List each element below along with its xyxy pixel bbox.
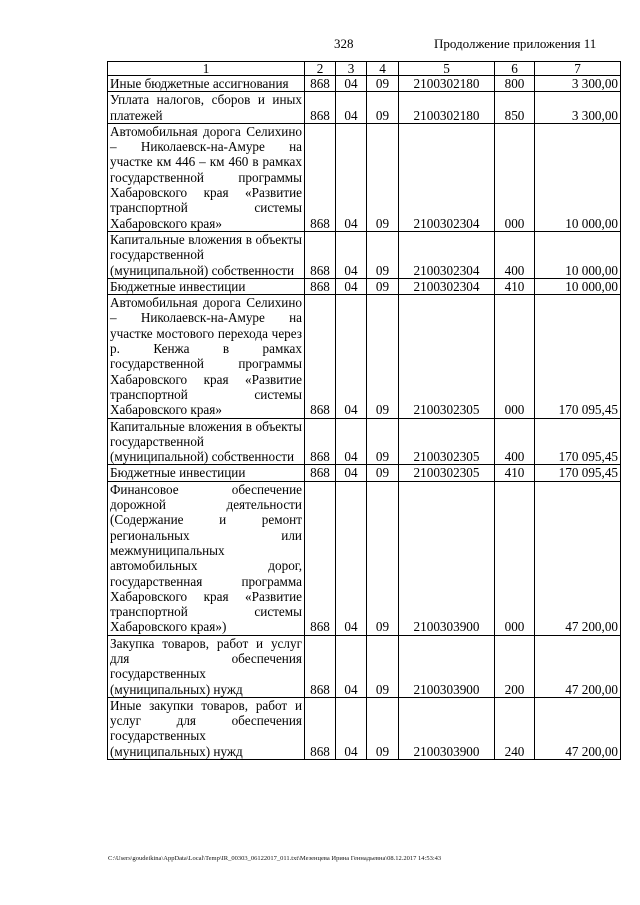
row-name-cell: Бюджетные инвестиции <box>108 278 305 294</box>
table-row <box>108 278 621 294</box>
section-cell: 04 <box>336 465 367 481</box>
subsection-cell: 09 <box>367 481 399 635</box>
header-cell: 2 <box>305 62 336 76</box>
admin-code-cell: 868 <box>305 92 336 124</box>
amount-cell: 170 095,45 <box>535 465 621 481</box>
admin-code-cell: 868 <box>305 278 336 294</box>
row-name-cell: Иные бюджетные ассигнования <box>108 76 305 92</box>
target-article-cell: 2100303900 <box>399 481 495 635</box>
amount-cell: 47 200,00 <box>535 697 621 759</box>
admin-code-cell: 868 <box>305 481 336 635</box>
row-name-cell: Капитальные вложения в объекты государственной (муниципальной) собственности <box>108 231 305 278</box>
target-article-cell: 2100302305 <box>399 295 495 418</box>
amount-cell: 3 300,00 <box>535 92 621 124</box>
row-name-cell: Финансовое обеспечение дорожной деятельности (Содержание и ремонт региональных или межмуниципальных автомобильных дорог, государственная программа Хабаровского края «Развитие транспортной системы Хабаровского края») <box>108 481 305 635</box>
amount-cell: 10 000,00 <box>535 123 621 231</box>
section-cell: 04 <box>336 231 367 278</box>
row-name-cell: Иные закупки товаров, работ и услуг для обеспечения государственных (муниципальных) нужд <box>108 697 305 759</box>
amount-cell: 47 200,00 <box>535 635 621 697</box>
subsection-cell: 09 <box>367 465 399 481</box>
section-cell: 04 <box>336 76 367 92</box>
row-name-cell: Автомобильная дорога Селихино – Николаевск-на-Амуре на участке мостового перехода через р. Кенжа в рамках государственной программы Хабаровского края «Развитие транспортной системы Хабаровского края» <box>108 295 305 418</box>
amount-cell: 10 000,00 <box>535 231 621 278</box>
expense-type-cell: 400 <box>495 231 535 278</box>
expense-type-cell: 000 <box>495 123 535 231</box>
budget-table <box>107 61 621 760</box>
target-article-cell: 2100303900 <box>399 697 495 759</box>
header-cell: 7 <box>535 62 621 76</box>
target-article-cell: 2100303900 <box>399 635 495 697</box>
table-row <box>108 465 621 481</box>
expense-type-cell: 000 <box>495 295 535 418</box>
amount-cell: 170 095,45 <box>535 418 621 465</box>
section-cell: 04 <box>336 278 367 294</box>
section-cell: 04 <box>336 418 367 465</box>
section-cell: 04 <box>336 92 367 124</box>
table-row <box>108 295 621 418</box>
expense-type-cell: 850 <box>495 92 535 124</box>
table-row <box>108 418 621 465</box>
table-row <box>108 123 621 231</box>
section-cell: 04 <box>336 635 367 697</box>
amount-cell: 10 000,00 <box>535 278 621 294</box>
row-name-cell: Закупка товаров, работ и услуг для обеспечения государственных (муниципальных) нужд <box>108 635 305 697</box>
table-row <box>108 92 621 124</box>
admin-code-cell: 868 <box>305 123 336 231</box>
table-row <box>108 231 621 278</box>
table-row <box>108 697 621 759</box>
table-header-row <box>108 62 621 76</box>
row-name-cell: Бюджетные инвестиции <box>108 465 305 481</box>
page-number: 328 <box>334 36 354 51</box>
expense-type-cell: 200 <box>495 635 535 697</box>
subsection-cell: 09 <box>367 76 399 92</box>
target-article-cell: 2100302304 <box>399 123 495 231</box>
row-name-cell: Уплата налогов, сборов и иных платежей <box>108 92 305 124</box>
target-article-cell: 2100302180 <box>399 76 495 92</box>
table-row <box>108 635 621 697</box>
header-cell: 1 <box>108 62 305 76</box>
continuation-title: Продолжение приложения 11 <box>434 36 597 51</box>
header-cell: 5 <box>399 62 495 76</box>
subsection-cell: 09 <box>367 92 399 124</box>
table-row <box>108 481 621 635</box>
table-row <box>108 76 621 92</box>
amount-cell: 47 200,00 <box>535 481 621 635</box>
expense-type-cell: 000 <box>495 481 535 635</box>
amount-cell: 170 095,45 <box>535 295 621 418</box>
header-cell: 4 <box>367 62 399 76</box>
expense-type-cell: 800 <box>495 76 535 92</box>
expense-type-cell: 410 <box>495 465 535 481</box>
section-cell: 04 <box>336 123 367 231</box>
target-article-cell: 2100302180 <box>399 92 495 124</box>
admin-code-cell: 868 <box>305 418 336 465</box>
target-article-cell: 2100302304 <box>399 278 495 294</box>
header-cell: 6 <box>495 62 535 76</box>
subsection-cell: 09 <box>367 295 399 418</box>
admin-code-cell: 868 <box>305 76 336 92</box>
target-article-cell: 2100302305 <box>399 418 495 465</box>
amount-cell: 3 300,00 <box>535 76 621 92</box>
subsection-cell: 09 <box>367 418 399 465</box>
target-article-cell: 2100302304 <box>399 231 495 278</box>
admin-code-cell: 868 <box>305 697 336 759</box>
target-article-cell: 2100302305 <box>399 465 495 481</box>
header-cell: 3 <box>336 62 367 76</box>
admin-code-cell: 868 <box>305 635 336 697</box>
admin-code-cell: 868 <box>305 295 336 418</box>
expense-type-cell: 410 <box>495 278 535 294</box>
file-path-footer: C:\Users\goudeikina\AppData\Local\Temp\IR_00303_06122017_011.txt\Мезенцева Ирина Геннадьевна\08.12.2017 14:53:43 <box>108 855 442 862</box>
admin-code-cell: 868 <box>305 231 336 278</box>
subsection-cell: 09 <box>367 231 399 278</box>
admin-code-cell: 868 <box>305 465 336 481</box>
section-cell: 04 <box>336 481 367 635</box>
row-name-cell: Капитальные вложения в объекты государственной (муниципальной) собственности <box>108 418 305 465</box>
expense-type-cell: 400 <box>495 418 535 465</box>
section-cell: 04 <box>336 697 367 759</box>
subsection-cell: 09 <box>367 123 399 231</box>
subsection-cell: 09 <box>367 635 399 697</box>
subsection-cell: 09 <box>367 278 399 294</box>
subsection-cell: 09 <box>367 697 399 759</box>
row-name-cell: Автомобильная дорога Селихино – Николаевск-на-Амуре на участке км 446 – км 460 в рамках государственной программы Хабаровского края «Развитие транспортной системы Хабаровского края» <box>108 123 305 231</box>
expense-type-cell: 240 <box>495 697 535 759</box>
section-cell: 04 <box>336 295 367 418</box>
